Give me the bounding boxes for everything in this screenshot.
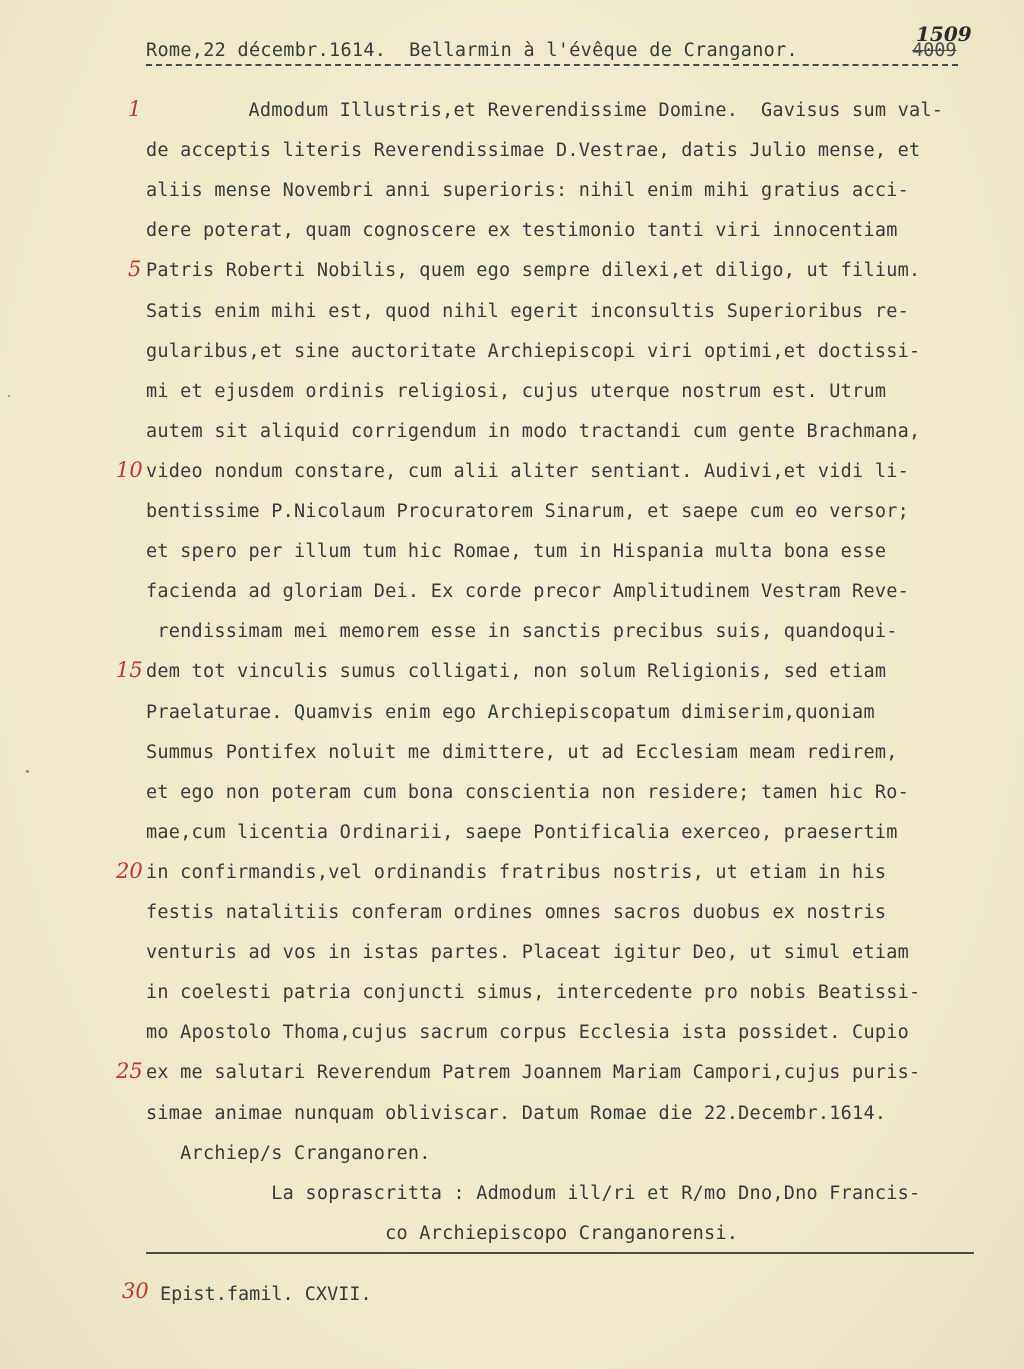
footer-reference: Epist.famil. CXVII. <box>160 1284 372 1305</box>
text-line: bentissime P.Nicolaum Procuratorem Sinarum, et saepe cum eo versor; <box>146 501 909 522</box>
footer-margin-number: 30 <box>122 1279 149 1303</box>
text-line: ex me salutari Reverendum Patrem Joannem Mariam Campori,cujus puris- <box>146 1062 921 1083</box>
text-line: mi et ejusdem ordinis religiosi, cujus uterque nostrum est. Utrum <box>146 381 887 402</box>
text-line: Patris Roberti Nobilis, quem ego sempre dilexi,et diligo, ut filium. <box>146 260 921 281</box>
text-line: et spero per illum tum hic Romae, tum in Hispania multa bona esse <box>146 541 887 562</box>
text-line: rendissimam mei memorem esse in sanctis precibus suis, quandoqui- <box>146 621 898 642</box>
margin-line-number: 15 <box>116 658 143 682</box>
text-line: co Archiepiscopo Cranganorensi. <box>146 1223 739 1244</box>
handwritten-folio-number: 1509 <box>916 22 972 46</box>
text-line: Admodum Illustris,et Reverendissime Domine. Gavisus sum val- <box>146 100 944 121</box>
text-line: dem tot vinculis sumus colligati, non solum Religionis, sed etiam <box>146 661 887 682</box>
text-line: facienda ad gloriam Dei. Ex corde precor Amplitudinem Vestram Reve- <box>146 581 909 602</box>
text-line: gularibus,et sine auctoritate Archiepiscopi viri optimi,et doctissi- <box>146 341 921 362</box>
header-divider <box>146 64 958 66</box>
text-line: Satis enim mihi est, quod nihil egerit inconsultis Superioribus re- <box>146 301 909 322</box>
text-line: autem sit aliquid corrigendum in modo tractandi cum gente Brachmana, <box>146 421 921 442</box>
text-line: venturis ad vos in istas partes. Placeat igitur Deo, ut simul etiam <box>146 942 909 963</box>
text-line: in coelesti patria conjuncti simus, intercedente pro nobis Beatissi- <box>146 982 921 1003</box>
text-line: et ego non poteram cum bona conscientia non residere; tamen hic Ro- <box>146 782 909 803</box>
text-line: Praelaturae. Quamvis enim ego Archiepiscopatum dimiserim,quoniam <box>146 702 875 723</box>
text-line: La soprascritta : Admodum ill/ri et R/mo Dno,Dno Francis- <box>146 1183 921 1204</box>
margin-line-number: 25 <box>116 1059 143 1083</box>
text-line: mae,cum licentia Ordinarii, saepe Pontificalia exerceo, praesertim <box>146 822 898 843</box>
margin-line-number: 10 <box>116 458 143 482</box>
paper-speck <box>26 770 29 773</box>
text-line: aliis mense Novembri anni superioris: nihil enim mihi gratius acci- <box>146 180 909 201</box>
margin-line-number: 5 <box>128 257 142 281</box>
text-line: festis natalitiis conferam ordines omnes sacros duobus ex nostris <box>146 902 887 923</box>
text-line: dere poterat, quam cognoscere ex testimonio tanti viri innocentiam <box>146 220 898 241</box>
text-line: video nondum constare, cum alii aliter sentiant. Audivi,et vidi li- <box>146 461 909 482</box>
margin-line-number: 20 <box>116 859 143 883</box>
text-line: Summus Pontifex noluit me dimittere, ut ad Ecclesiam meam redirem, <box>146 742 898 763</box>
text-line: mo Apostolo Thoma,cujus sacrum corpus Ecclesia ista possidet. Cupio <box>146 1022 909 1043</box>
footer-divider <box>146 1252 974 1254</box>
text-line: de acceptis literis Reverendissimae D.Vestrae, datis Julio mense, et <box>146 140 921 161</box>
page-title: Rome,22 décembr.1614. Bellarmin à l'évêque de Cranganor. <box>146 40 798 61</box>
text-line: in confirmandis,vel ordinandis fratribus nostris, ut etiam in his <box>146 862 887 883</box>
margin-line-number: 1 <box>128 97 142 121</box>
paper-speck <box>8 395 10 397</box>
text-line: Archiep/s Cranganoren. <box>146 1143 431 1164</box>
typed-folio-number: 4009 <box>912 40 957 61</box>
text-line: simae animae nunquam obliviscar. Datum Romae die 22.Decembr.1614. <box>146 1103 887 1124</box>
